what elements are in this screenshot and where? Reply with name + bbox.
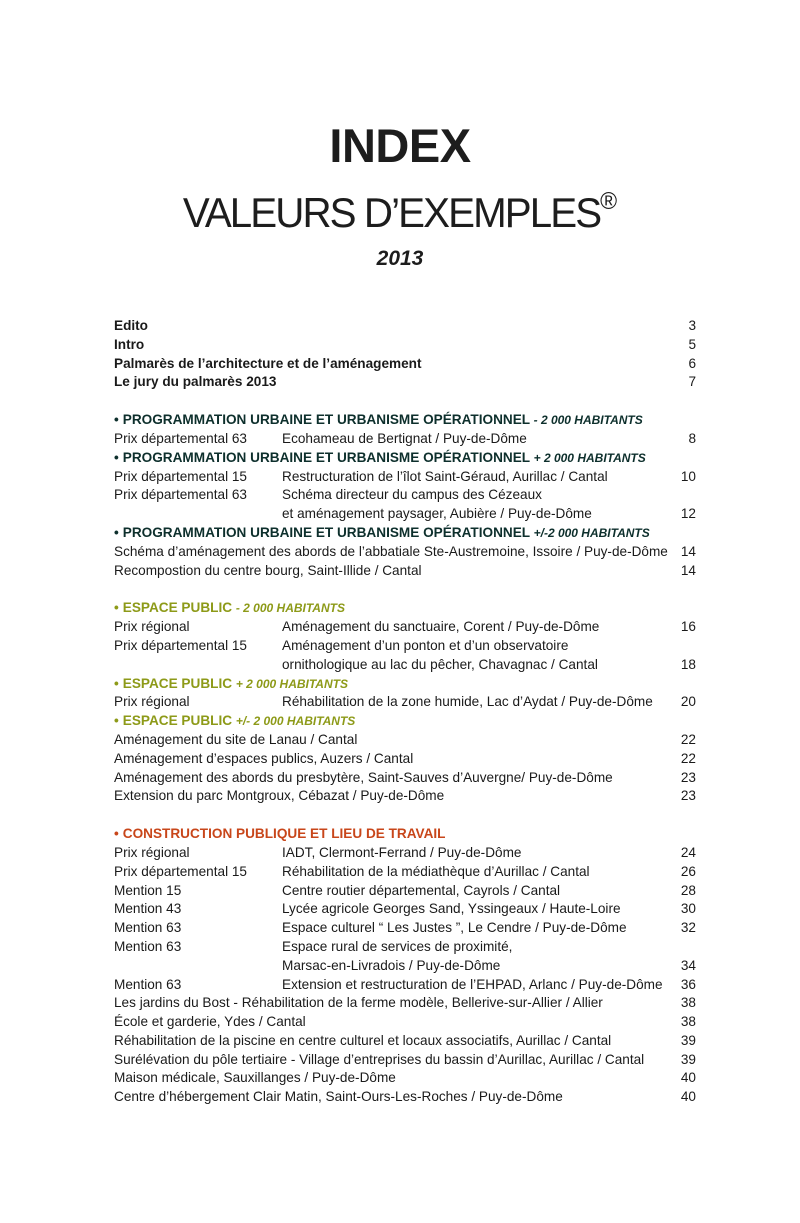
page-year: 2013: [376, 247, 424, 270]
page-number: 34: [680, 957, 696, 973]
page-number: 22: [680, 731, 696, 747]
page-number: 30: [680, 901, 696, 917]
entry-title: Restructuration de l’îlot Saint-Géraud, Aurillac / Cantal: [282, 468, 608, 484]
page-number: 26: [680, 863, 696, 879]
page-number: 23: [680, 788, 696, 804]
page-number: 20: [680, 694, 696, 710]
entry-label: Mention 63: [114, 938, 182, 954]
toc-entry[interactable]: [114, 486, 696, 505]
section-title: ESPACE PUBLIC: [122, 713, 233, 729]
entry-title: ornithologique au lac du pêcher, Chavagnac / Cantal: [282, 656, 598, 672]
entry-label: École et garderie, Ydes / Cantal: [114, 1014, 306, 1030]
entry-title: Centre routier départemental, Cayrols / Cantal: [282, 882, 561, 898]
bullet-icon: •: [114, 675, 119, 691]
section-title: ESPACE PUBLIC: [122, 600, 233, 616]
page-number: 38: [680, 1014, 696, 1030]
toc-entry[interactable]: [114, 618, 696, 637]
toc-entry[interactable]: [114, 543, 696, 562]
entry-title: Marsac-en-Livradois / Puy-de-Dôme: [282, 957, 501, 973]
registered-mark: ®: [600, 188, 618, 215]
page-number: 14: [680, 543, 696, 559]
section-title: PROGRAMMATION URBAINE ET URBANISME OPÉRATIONNEL: [122, 524, 530, 540]
entry-label: Prix régional: [114, 619, 190, 635]
entry-title: Schéma directeur du campus des Cézeaux: [282, 487, 542, 503]
toc-entry[interactable]: [114, 693, 696, 712]
page-number: 3: [688, 318, 696, 333]
toc-entry[interactable]: [114, 562, 696, 581]
toc-entry-continued[interactable]: [114, 656, 696, 675]
toc-entry[interactable]: [114, 919, 696, 938]
entry-label: Palmarès de l’architecture et de l’aménagement: [114, 355, 422, 371]
toc-entry[interactable]: [114, 468, 696, 487]
entry-title: Espace rural de services de proximité,: [282, 938, 513, 954]
entry-title: Extension et restructuration de l’EHPAD, Arlanc / Puy-de-Dôme: [282, 976, 663, 992]
toc-entry[interactable]: [114, 769, 696, 788]
page-number: 24: [680, 844, 696, 860]
section-qualifier: +/- 2 000 HABITANTS: [235, 714, 356, 729]
toc-entry[interactable]: [114, 882, 696, 901]
entry-title: Réhabilitation de la médiathèque d’Aurillac / Cantal: [282, 863, 590, 879]
page-number: 40: [680, 1089, 696, 1105]
page-number: 7: [688, 374, 696, 390]
toc-entry[interactable]: [114, 731, 696, 750]
entry-label: Schéma d’aménagement des abords de l’abbatiale Ste-Austremoine, Issoire / Puy-de-Dôme: [114, 543, 668, 559]
page-number: 39: [680, 1032, 696, 1048]
page-number: 14: [680, 562, 696, 578]
entry-label: Prix départemental 63: [114, 430, 247, 446]
page-number: 22: [680, 750, 696, 766]
toc-entry-continued[interactable]: [114, 957, 696, 976]
entry-label: Mention 43: [114, 901, 182, 917]
section-qualifier: +/-2 000 HABITANTS: [533, 525, 650, 540]
entry-title: et aménagement paysager, Aubière / Puy-de-Dôme: [282, 506, 592, 522]
entry-label: Maison médicale, Sauxillanges / Puy-de-Dôme: [114, 1070, 396, 1086]
page-subtitle: [16, 176, 784, 239]
section-title: CONSTRUCTION PUBLIQUE ET LIEU DE TRAVAIL: [122, 826, 446, 842]
bullet-icon: •: [114, 600, 119, 616]
page-number: 18: [680, 656, 696, 672]
section-qualifier: + 2 000 HABITANTS: [235, 676, 348, 691]
toc-entry[interactable]: [114, 1013, 696, 1032]
entry-title: IADT, Clermont-Ferrand / Puy-de-Dôme: [282, 844, 522, 860]
entry-label: Mention 15: [114, 882, 182, 898]
section-heading-programmation-plus: [114, 449, 696, 468]
page-number: 36: [680, 976, 696, 992]
entry-title: Réhabilitation de la zone humide, Lac d’Aydat / Puy-de-Dôme: [282, 694, 653, 710]
section-qualifier: + 2 000 HABITANTS: [533, 450, 646, 465]
bullet-icon: •: [114, 826, 119, 842]
entry-label: Recompostion du centre bourg, Saint-Illide / Cantal: [114, 562, 422, 578]
toc-entry[interactable]: [114, 976, 696, 995]
toc-entry-palmares[interactable]: [114, 355, 696, 374]
bullet-icon: •: [114, 524, 119, 540]
entry-label: Mention 63: [114, 976, 182, 992]
page-number: 23: [680, 769, 696, 785]
page-number: 5: [688, 336, 696, 352]
page-number: 6: [688, 355, 696, 371]
section-title: PROGRAMMATION URBAINE ET URBANISME OPÉRATIONNEL: [122, 449, 530, 465]
section-qualifier: - 2 000 HABITANTS: [533, 413, 643, 428]
toc-entry[interactable]: [114, 863, 696, 882]
entry-label: Prix régional: [114, 694, 190, 710]
toc-entry[interactable]: [114, 430, 696, 449]
entry-label: Edito: [114, 318, 148, 333]
section-heading-espace-public-plusminus: [114, 712, 696, 731]
entry-label: Prix départemental 15: [114, 468, 247, 484]
entry-label: Prix départemental 15: [114, 637, 247, 653]
entry-label: Prix départemental 15: [114, 863, 247, 879]
bullet-icon: •: [114, 412, 119, 428]
bullet-icon: •: [114, 449, 119, 465]
bullet-icon: •: [114, 713, 119, 729]
toc-entry[interactable]: [114, 900, 696, 919]
page-number: 32: [680, 920, 696, 936]
toc-entry[interactable]: [114, 1051, 696, 1070]
entry-title: Espace culturel “ Les Justes ”, Le Cendre / Puy-de-Dôme: [282, 920, 627, 936]
toc-entry[interactable]: [114, 844, 696, 863]
entry-title: Aménagement d’un ponton et d’un observatoire: [282, 637, 569, 653]
page-header: [0, 118, 800, 273]
page-number: 12: [680, 506, 696, 522]
toc-entry[interactable]: [114, 938, 696, 957]
toc-entry-intro[interactable]: [114, 336, 696, 355]
entry-label: Prix régional: [114, 844, 190, 860]
page-number: 8: [688, 430, 696, 446]
section-heading-espace-public-plus: [114, 675, 696, 694]
page-title: INDEX: [329, 119, 471, 172]
entry-label: Aménagement du site de Lanau / Cantal: [114, 731, 358, 747]
page-number: 28: [680, 882, 696, 898]
entry-label: Intro: [114, 336, 145, 352]
entry-title: Ecohameau de Bertignat / Puy-de-Dôme: [282, 430, 527, 446]
toc-entry[interactable]: [114, 750, 696, 769]
entry-label: Réhabilitation de la piscine en centre culturel et locaux associatifs, Aurillac / Cantal: [114, 1032, 612, 1048]
section-heading-construction-publique: [114, 825, 696, 844]
entry-label: Aménagement d’espaces publics, Auzers / Cantal: [114, 750, 414, 766]
entry-label: Mention 63: [114, 920, 182, 936]
toc-entry[interactable]: [114, 1032, 696, 1051]
toc-entry-edito[interactable]: [114, 317, 696, 336]
section-heading-programmation-plusminus: [114, 524, 696, 543]
entry-title: Aménagement du sanctuaire, Corent / Puy-de-Dôme: [282, 619, 600, 635]
section-qualifier: - 2 000 HABITANTS: [235, 601, 345, 616]
toc-entry-continued[interactable]: [114, 505, 696, 524]
entry-label: Surélévation du pôle tertiaire - Village d’entreprises du bassin d’Aurillac, Aurillac / Cantal: [114, 1051, 645, 1067]
entry-label: Aménagement des abords du presbytère, Saint-Sauves d’Auvergne/ Puy-de-Dôme: [114, 769, 613, 785]
section-heading-espace-public-moins: [114, 599, 696, 618]
subtitle-text: VALEURS D’EXEMPLES: [182, 189, 601, 236]
page-number: 40: [680, 1070, 696, 1086]
page-number: 39: [680, 1051, 696, 1067]
page-number: 38: [680, 995, 696, 1011]
page-number: 16: [680, 619, 696, 635]
toc-entry[interactable]: [114, 994, 696, 1013]
table-of-contents: [114, 317, 696, 1107]
toc-entry[interactable]: [114, 637, 696, 656]
section-title: PROGRAMMATION URBAINE ET URBANISME OPÉRATIONNEL: [122, 412, 530, 428]
entry-label: Centre d’hébergement Clair Matin, Saint-Ours-Les-Roches / Puy-de-Dôme: [114, 1089, 563, 1105]
entry-label: Prix départemental 63: [114, 487, 247, 503]
toc-entry[interactable]: [114, 787, 696, 806]
toc-entry-jury[interactable]: [114, 373, 696, 392]
entry-label: Extension du parc Montgroux, Cébazat / Puy-de-Dôme: [114, 788, 445, 804]
toc-entry[interactable]: [114, 1069, 696, 1088]
toc-entry[interactable]: [114, 1088, 696, 1107]
entry-title: Lycée agricole Georges Sand, Yssingeaux / Haute-Loire: [282, 901, 621, 917]
section-heading-programmation-moins: [114, 411, 696, 430]
page-number: 10: [680, 468, 696, 484]
entry-label: Les jardins du Bost - Réhabilitation de la ferme modèle, Bellerive-sur-Allier / Allier: [114, 995, 603, 1011]
section-title: ESPACE PUBLIC: [122, 675, 233, 691]
entry-label: Le jury du palmarès 2013: [114, 374, 277, 390]
